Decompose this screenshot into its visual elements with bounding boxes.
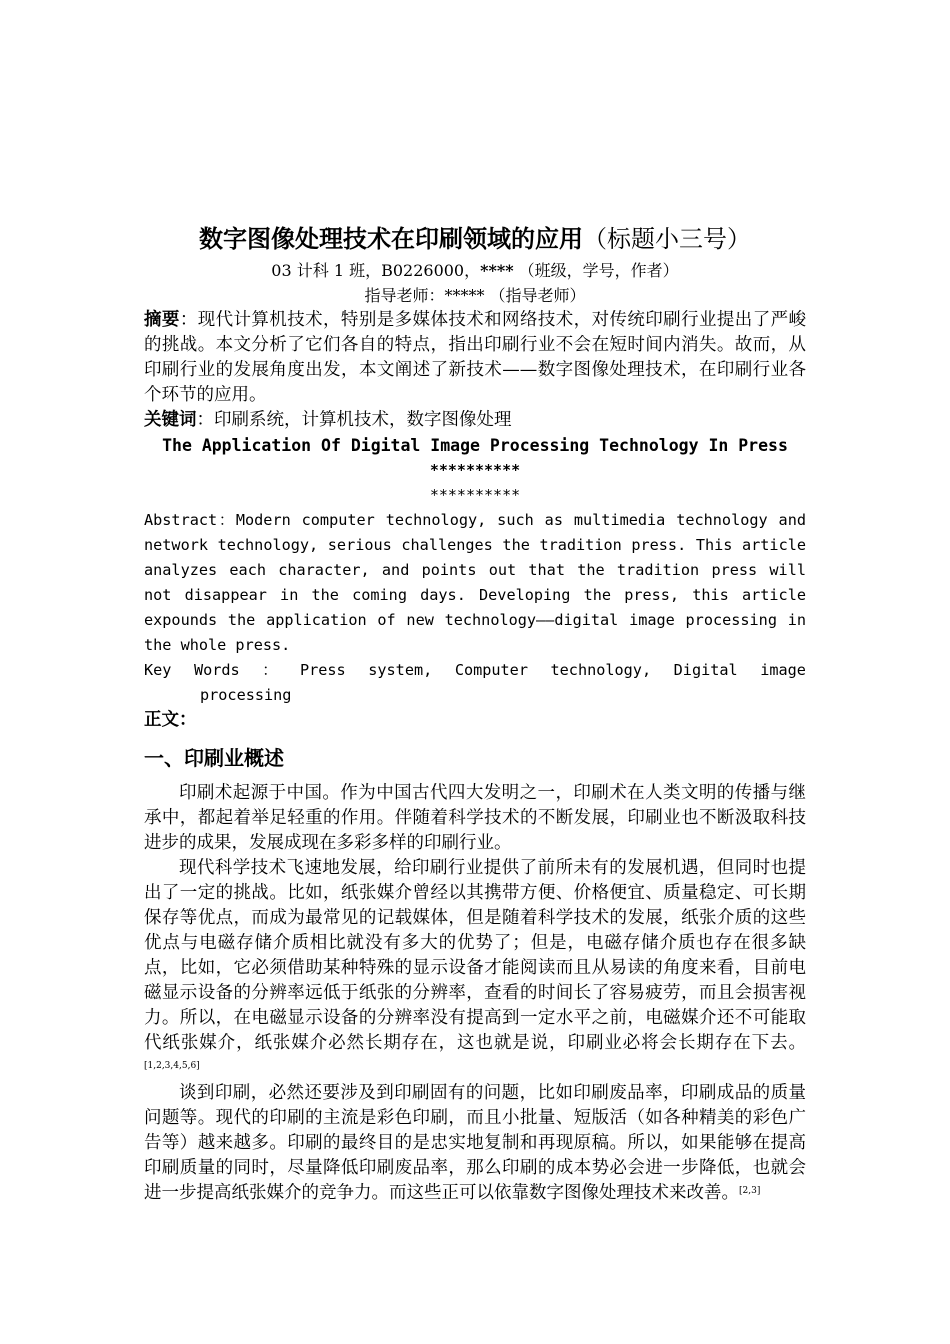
keywords-en xyxy=(144,658,806,708)
english-title: The Application Of Digital Image Processing Technology In Press xyxy=(162,436,788,455)
keywords-cn-text: ：印刷系统，计算机技术，数字图像处理 xyxy=(196,410,512,430)
kw-word: ： xyxy=(262,661,278,679)
author-name: **** xyxy=(480,261,514,280)
advisor-line: 指导老师：***** （指导老师） xyxy=(364,286,586,305)
citation-ref[interactable]: [2,3] xyxy=(739,1186,761,1196)
author-line xyxy=(144,258,806,283)
section-heading: 一、印刷业概述 xyxy=(144,746,284,770)
keywords-en-continuation: processing xyxy=(200,686,292,704)
kw-word: Digital xyxy=(673,661,738,679)
keywords-cn xyxy=(144,408,806,433)
author-note: （班级，学号，作者） xyxy=(513,261,679,280)
body-paragraph xyxy=(144,781,806,856)
kw-word: Press xyxy=(299,661,346,679)
kw-word: image xyxy=(760,661,806,679)
keywords-cn-label: 关键词 xyxy=(144,410,197,430)
kw-word: system, xyxy=(368,661,433,679)
kw-word: Computer xyxy=(454,661,528,679)
body-label: 正文： xyxy=(144,710,197,730)
abstract-cn-label: 摘要 xyxy=(144,310,180,330)
abstract-cn-text: ：现代计算机技术，特别是多媒体技术和网络技术，对传统印刷行业提出了严峻的挑战。本文分析了它们各自的特点，指出印刷行业不会在短时间内消失。故而，从印刷行业的发展角度出发，本文阐述了新技术——数字图像处理技术，在印刷行业各个环节的应用。 xyxy=(144,310,807,405)
body-paragraph xyxy=(144,856,806,1081)
document-page xyxy=(144,220,806,1206)
english-author: ********** xyxy=(429,461,521,479)
paragraph-text: 现代科学技术飞速地发展，给印刷行业提供了前所未有的发展机遇，但同时也提出了一定的挑战。比如，纸张媒介曾经以其携带方便、价格便宜、质量稳定、可长期保存等优点，而成为最常见的记载媒体，但是随着科学技术的发展，纸张介质的这些优点与电磁存储介质相比就没有多大的优势了；但是，电磁存储介质也存在很多缺点，比如，它必须借助某种特殊的显示设备才能阅读而且从易读的角度来看，目前电磁显示设备的分辨率远低于纸张的分辨率，查看的时间长了容易疲劳，而且会损害视力。所以，在电磁显示设备的分辨率没有提高到一定水平之前，电磁媒介还不可能取代纸张媒介，纸张媒介必然长期存在，这也就是说，印刷业必将会长期存在下去。 xyxy=(144,858,806,1053)
abstract-en: Abstract：Modern computer technology, such as multimedia technology and network technology, serious challenges the tradition press. This article analyzes each character, and points out that the tradition press will not disappear in the coming days. Developing the press, this article expounds the application of new technology——digital image processing in the whole press. xyxy=(144,511,806,654)
abstract-cn xyxy=(144,308,806,408)
title-note: （标题小三号） xyxy=(583,225,751,253)
body-paragraph xyxy=(144,1081,806,1206)
paragraph-text: 谈到印刷，必然还要涉及到印刷固有的问题，比如印刷废品率，印刷成品的质量问题等。现代的印刷的主流是彩色印刷，而且小批量、短版活（如各种精美的彩色广告等）越来越多。印刷的最终目的是忠实地复制和再现原稿。所以，如果能够在提高印刷质量的同时，尽量降低印刷废品率，那么印刷的成本势必会进一步降低，也就会进一步提高纸张媒介的竞争力。而这些正可以依靠数字图像处理技术来改善。 xyxy=(144,1083,806,1203)
kw-word: Words xyxy=(193,661,240,679)
kw-word: technology, xyxy=(550,661,652,679)
author-class-id: 03 计科 1 班，B0226000， xyxy=(271,261,481,280)
keywords-en-first-line xyxy=(144,658,806,683)
paragraph-text: 印刷术起源于中国。作为中国古代四大发明之一，印刷术在人类文明的传播与继承中，都起着举足轻重的作用。伴随着科学技术的不断发展，印刷业也不断汲取科技进步的成果，发展成现在多彩多样的印刷行业。 xyxy=(144,783,806,853)
english-advisor: ********** xyxy=(429,486,521,504)
kw-word: Key xyxy=(144,661,172,679)
citation-ref[interactable]: [1,2,3,4,5,6] xyxy=(144,1061,200,1071)
paper-title xyxy=(144,220,806,258)
title-main: 数字图像处理技术在印刷领域的应用 xyxy=(199,225,583,253)
